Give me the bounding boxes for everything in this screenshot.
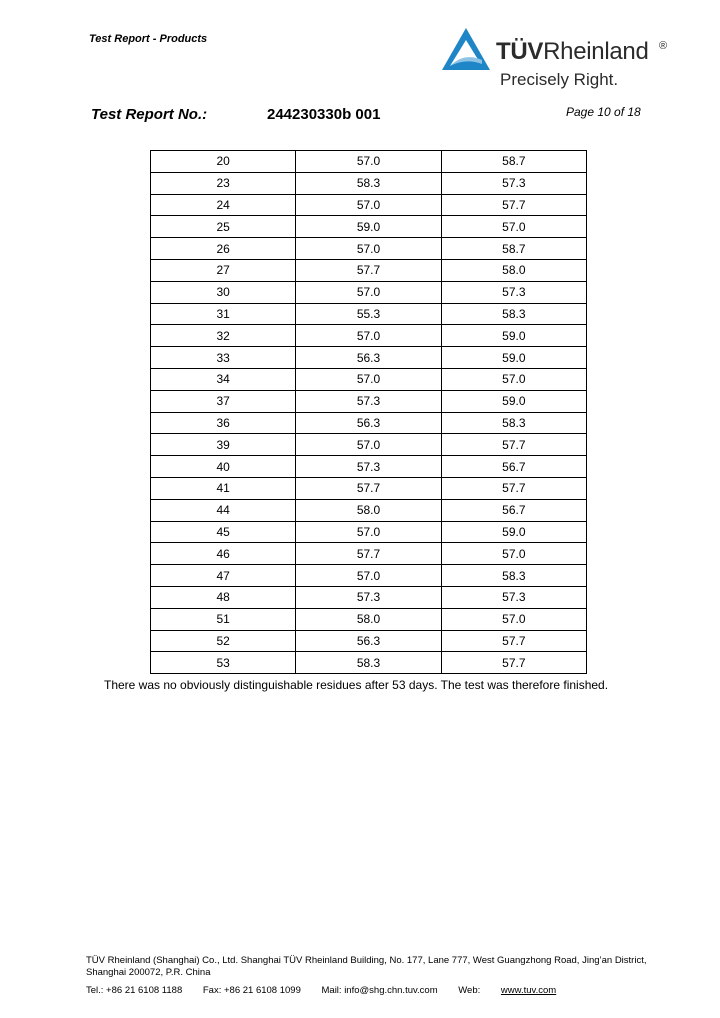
- table-cell: 59.0: [441, 521, 586, 543]
- table-cell: 56.3: [296, 347, 441, 369]
- footer-web: [458, 985, 574, 996]
- table-cell: 57.0: [296, 238, 441, 260]
- table-row: [151, 499, 587, 521]
- table-cell: 57.0: [441, 543, 586, 565]
- page-footer: [86, 955, 686, 997]
- table-row: [151, 434, 587, 456]
- table-row: [151, 347, 587, 369]
- table-cell: 58.3: [441, 412, 586, 434]
- table-cell: 59.0: [441, 347, 586, 369]
- conclusion-note: There was no obviously distinguishable residues after 53 days. The test was therefore finished.: [104, 678, 609, 692]
- table-row: [151, 368, 587, 390]
- table-cell: 57.0: [296, 368, 441, 390]
- footer-address-line1: TÜV Rheinland (Shanghai) Co., Ltd. Shanghai TÜV Rheinland Building, No. 177, Lane 777, West Guangzhong Road, Jing’an District,: [86, 955, 647, 966]
- table-cell: 40: [151, 456, 296, 478]
- table-cell: 58.7: [441, 238, 586, 260]
- footer-mail: Mail: info@shg.chn.tuv.com: [321, 985, 438, 996]
- table-cell: 37: [151, 390, 296, 412]
- table-row: [151, 194, 587, 216]
- table-row: [151, 543, 587, 565]
- table-row: [151, 259, 587, 281]
- table-row: [151, 216, 587, 238]
- table-cell: 27: [151, 259, 296, 281]
- table-cell: 34: [151, 368, 296, 390]
- table-cell: 51: [151, 608, 296, 630]
- table-cell: 57.0: [296, 521, 441, 543]
- footer-address-line2: Shanghai 200072, P.R. China: [86, 967, 211, 978]
- table-cell: 58.0: [296, 608, 441, 630]
- table-row: [151, 608, 587, 630]
- table-cell: 57.3: [296, 456, 441, 478]
- table-row: [151, 477, 587, 499]
- results-table-body: [151, 151, 587, 674]
- brand-name-bold: TÜV: [496, 38, 544, 65]
- table-row: [151, 630, 587, 652]
- table-cell: 57.7: [296, 259, 441, 281]
- doc-type-label: Test Report - Products: [89, 33, 208, 45]
- table-cell: 32: [151, 325, 296, 347]
- table-row: [151, 281, 587, 303]
- table-cell: 58.3: [296, 652, 441, 674]
- table-cell: 58.3: [441, 565, 586, 587]
- tuv-triangle-icon: [440, 26, 492, 72]
- table-cell: 48: [151, 586, 296, 608]
- brand-name: [496, 38, 649, 66]
- table-cell: 23: [151, 172, 296, 194]
- table-cell: 57.0: [296, 281, 441, 303]
- table-cell: 57.0: [296, 325, 441, 347]
- table-row: [151, 303, 587, 325]
- table-cell: 31: [151, 303, 296, 325]
- table-row: [151, 521, 587, 543]
- table-cell: 57.0: [296, 151, 441, 173]
- table-row: [151, 151, 587, 173]
- table-cell: 41: [151, 477, 296, 499]
- table-row: [151, 412, 587, 434]
- table-cell: 26: [151, 238, 296, 260]
- table-cell: 55.3: [296, 303, 441, 325]
- results-table: [150, 150, 587, 674]
- table-row: [151, 652, 587, 674]
- table-cell: 57.0: [296, 194, 441, 216]
- table-cell: 59.0: [441, 390, 586, 412]
- table-cell: 33: [151, 347, 296, 369]
- footer-web-link[interactable]: www.tuv.com: [500, 985, 557, 996]
- table-cell: 57.3: [441, 281, 586, 303]
- footer-fax: Fax: +86 21 6108 1099: [202, 985, 301, 996]
- table-cell: 57.0: [296, 565, 441, 587]
- table-cell: 24: [151, 194, 296, 216]
- table-cell: 56.3: [296, 412, 441, 434]
- table-cell: 59.0: [441, 325, 586, 347]
- table-cell: 58.7: [441, 151, 586, 173]
- table-cell: 57.7: [441, 652, 586, 674]
- table-cell: 58.0: [296, 499, 441, 521]
- table-cell: 57.3: [296, 586, 441, 608]
- footer-contacts: [86, 985, 686, 997]
- table-cell: 58.3: [441, 303, 586, 325]
- table-cell: 25: [151, 216, 296, 238]
- table-cell: 57.7: [441, 630, 586, 652]
- table-cell: 57.0: [296, 434, 441, 456]
- footer-tel: Tel.: +86 21 6108 1188: [86, 985, 183, 996]
- page-number: Page 10 of 18: [566, 105, 641, 119]
- footer-web-label: Web:: [458, 985, 481, 996]
- table-row: [151, 456, 587, 478]
- table-cell: 57.0: [441, 216, 586, 238]
- table-cell: 46: [151, 543, 296, 565]
- table-cell: 39: [151, 434, 296, 456]
- table-cell: 57.7: [441, 434, 586, 456]
- table-cell: 56.7: [441, 499, 586, 521]
- table-cell: 57.3: [441, 586, 586, 608]
- table-cell: 56.3: [296, 630, 441, 652]
- registered-mark: ®: [659, 40, 668, 52]
- table-row: [151, 586, 587, 608]
- table-cell: 53: [151, 652, 296, 674]
- report-number: 244230330b 001: [267, 106, 381, 123]
- table-row: [151, 325, 587, 347]
- table-cell: 20: [151, 151, 296, 173]
- table-cell: 45: [151, 521, 296, 543]
- table-cell: 44: [151, 499, 296, 521]
- report-number-label: Test Report No.:: [91, 106, 208, 123]
- table-cell: 36: [151, 412, 296, 434]
- table-row: [151, 565, 587, 587]
- table-row: [151, 238, 587, 260]
- table-cell: 58.0: [441, 259, 586, 281]
- table-cell: 57.7: [296, 477, 441, 499]
- table-cell: 56.7: [441, 456, 586, 478]
- tuv-rheinland-logo: [440, 26, 680, 92]
- table-cell: 59.0: [296, 216, 441, 238]
- brand-tagline: Precisely Right.: [500, 70, 619, 89]
- table-cell: 57.3: [296, 390, 441, 412]
- table-cell: 58.3: [296, 172, 441, 194]
- table-row: [151, 172, 587, 194]
- table-cell: 57.0: [441, 368, 586, 390]
- brand-name-rest: Rheinland: [543, 38, 649, 65]
- table-cell: 47: [151, 565, 296, 587]
- table-cell: 52: [151, 630, 296, 652]
- table-cell: 57.7: [296, 543, 441, 565]
- table-cell: 57.7: [441, 477, 586, 499]
- table-cell: 57.0: [441, 608, 586, 630]
- table-cell: 30: [151, 281, 296, 303]
- table-cell: 57.7: [441, 194, 586, 216]
- table-row: [151, 390, 587, 412]
- table-cell: 57.3: [441, 172, 586, 194]
